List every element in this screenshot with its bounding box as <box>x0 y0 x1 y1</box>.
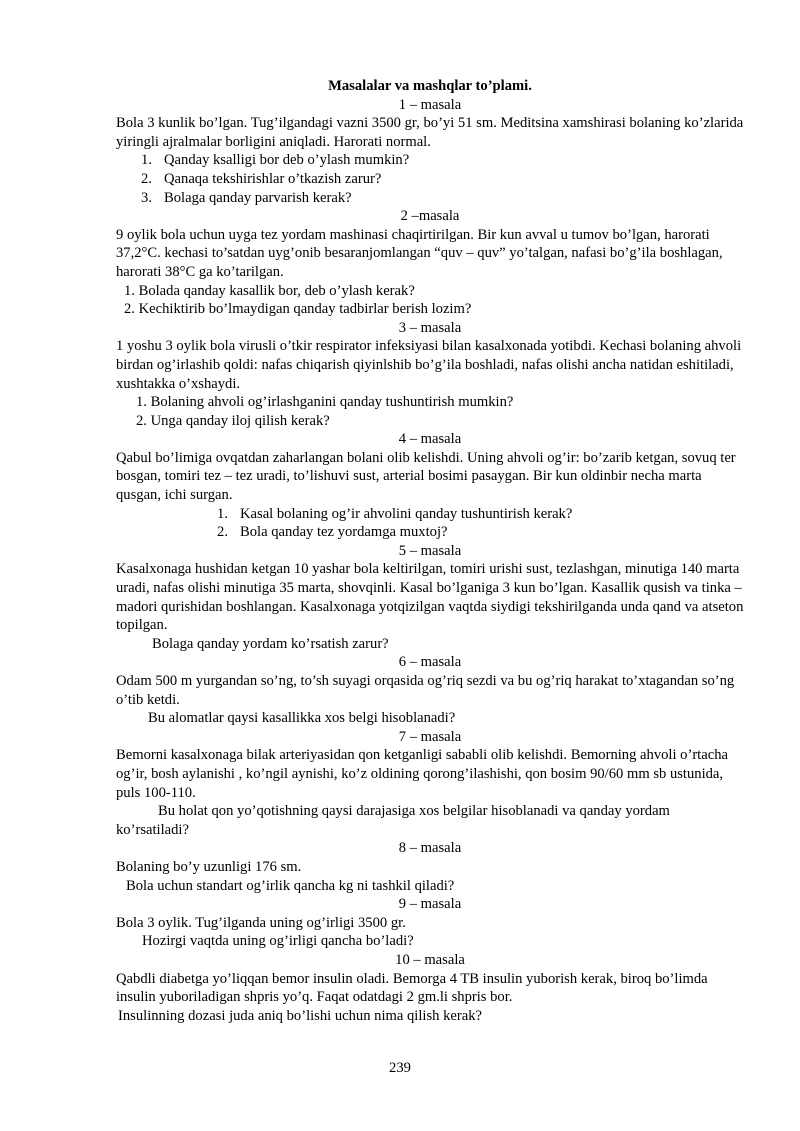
problem-text: Bola 3 oylik. Tug’ilganda uning og’irligi 3500 gr. <box>116 914 406 931</box>
document-page <box>116 77 744 1025</box>
question-text: Qanaqa tekshirishlar o’tkazish zarur? <box>164 170 382 187</box>
question-number: 2. <box>141 170 152 187</box>
question-text: Bola qanday tez yordamga muxtoj? <box>240 524 448 541</box>
question-item <box>116 151 744 170</box>
question-item <box>116 505 744 524</box>
problem-heading: 5 – masala <box>398 542 462 559</box>
problem-heading: 7 – masala <box>398 728 462 745</box>
question-item <box>116 189 744 208</box>
question-number: 1. <box>217 505 228 522</box>
problem-heading: 6 – masala <box>398 654 462 671</box>
question-item: 2. Kechiktirib bo’lmaydigan qanday tadbirlar berish lozim? <box>124 301 472 318</box>
question-item: 1. Bolada qanday kasallik bor, deb o’ylash kerak? <box>124 282 415 299</box>
question-item: Bu alomatlar qaysi kasallikka xos belgi hisoblanadi? <box>148 710 456 727</box>
document-title: Masalalar va mashqlar to’plami. <box>328 78 532 94</box>
question-text: Kasal bolaning og’ir ahvolini qanday tushuntirish kerak? <box>240 505 573 522</box>
page-number: 239 <box>389 1060 411 1076</box>
question-item: Hozirgi vaqtda uning og’irligi qancha bo’ladi? <box>142 933 414 950</box>
problem-heading: 9 – masala <box>398 896 462 913</box>
problem-text: Qabul bo’limiga ovqatdan zaharlangan bolani olib kelishdi. Uning ahvoli og’ir: bo’zarib ketgan, sovuq ter bosgan, tomiri tez – tez uradi, to’lishuvi sust, arterial bosimi pasaygan. Bir kun oldinbir necha marta qusgan, ichi surgan. <box>116 449 736 504</box>
question-item: 1. Bolaning ahvoli og’irlashganini qanday tushuntirish mumkin? <box>136 394 514 411</box>
question-item: Bolaga qanday yordam ko’rsatish zarur? <box>152 635 389 652</box>
question-number: 2. <box>217 524 228 541</box>
question-item: Insulinning dozasi juda aniq bo’lishi uchun nima qilish kerak? <box>118 1007 482 1024</box>
question-number: 3. <box>141 189 152 206</box>
problem-text: 1 yoshu 3 oylik bola virusli o’tkir respirator infeksiyasi bilan kasalxonada yotibdi. Kechasi bolaning ahvoli birdan og’irlashib qoldi: nafas chiqarish qiyinlshib bo’g’ila boshladi, nafas olishi ancha natidan eshitiladi, xushtakka o’xshaydi. <box>116 338 742 392</box>
problem-heading: 1 – masala <box>398 96 462 113</box>
problem-heading: 4 – masala <box>398 431 462 448</box>
question-item <box>116 170 744 189</box>
question-number: 1. <box>141 152 152 169</box>
question-item: Bola uchun standart og’irlik qancha kg ni tashkil qiladi? <box>126 877 455 894</box>
problem-heading: 2 –masala <box>400 208 460 225</box>
question-item <box>116 523 744 542</box>
problem-text: Bemorni kasalxonaga bilak arteriyasidan qon ketganligi sababli olib kelishdi. Bemorning ahvoli o’rtacha og’ir, bosh aylanishi , ko’ngil aynishi, ko’z oldining qorong’ilashishi, qon bosim 90/60 mm sb ustunida, puls 100-110. <box>116 747 728 801</box>
problem-text: Bola 3 kunlik bo’lgan. Tug’ilgandagi vazni 3500 gr, bo’yi 51 sm. Meditsina xamshirasi bolaning ko’zlarida yiringli ajralmalar borligini aniqladi. Harorati normal. <box>116 115 744 150</box>
problem-text: Qabdli diabetga yo’liqqan bemor insulin oladi. Bemorga 4 TB insulin yuborish kerak, biroq bo’limda insulin yuboriladigan shpris yo’q. Faqat odatdagi 2 gm.li shpris bor. <box>116 970 708 1006</box>
problem-heading: 3 – masala <box>398 319 462 336</box>
question-text: Bolaga qanday parvarish kerak? <box>164 189 352 206</box>
problem-text: Odam 500 m yurgandan so’ng, to’sh suyagi orqasida og’riq sezdi va bu og’riq harakat to’xtagandan so’ng o’tib ketdi. <box>116 673 735 708</box>
question-item: Bu holat qon yo’qotishning qaysi darajasiga xos belgilar hisoblanadi va qanday yordam ko’rsatiladi? <box>116 803 670 838</box>
problem-heading: 8 – masala <box>398 840 462 857</box>
problem-text: Kasalxonaga hushidan ketgan 10 yashar bola keltirilgan, tomiri urishi sust, tezlashgan, minutiga 140 marta uradi, nafas olishi minutiga 35 marta, shovqinli. Kasal bo’lganiga 3 kun bo’lgan. Kasallik qusish va tinka – madori qurishidan boshlangan. Kasalxonaga yotqizilgan vaqtda siydigi tekshirilganda unda qand va atseton topilgan. <box>116 561 744 634</box>
question-text: Qanday ksalligi bor deb o’ylash mumkin? <box>164 152 410 169</box>
problem-heading: 10 – masala <box>395 951 465 968</box>
problem-text: Bolaning bo’y uzunligi 176 sm. <box>116 858 302 875</box>
problem-text: 9 oylik bola uchun uyga tez yordam mashinasi chaqirtirilgan. Bir kun avval u tumov bo’lgan, harorati 37,2°C. kechasi to’satdan uyg’onib besaranjomlangan “quv – quv” yo’talgan, nafasi bo’g’ila boshlagan, harorati 38°C ga ko’tarilgan. <box>116 226 723 280</box>
question-item: 2. Unga qanday iloj qilish kerak? <box>136 412 330 429</box>
